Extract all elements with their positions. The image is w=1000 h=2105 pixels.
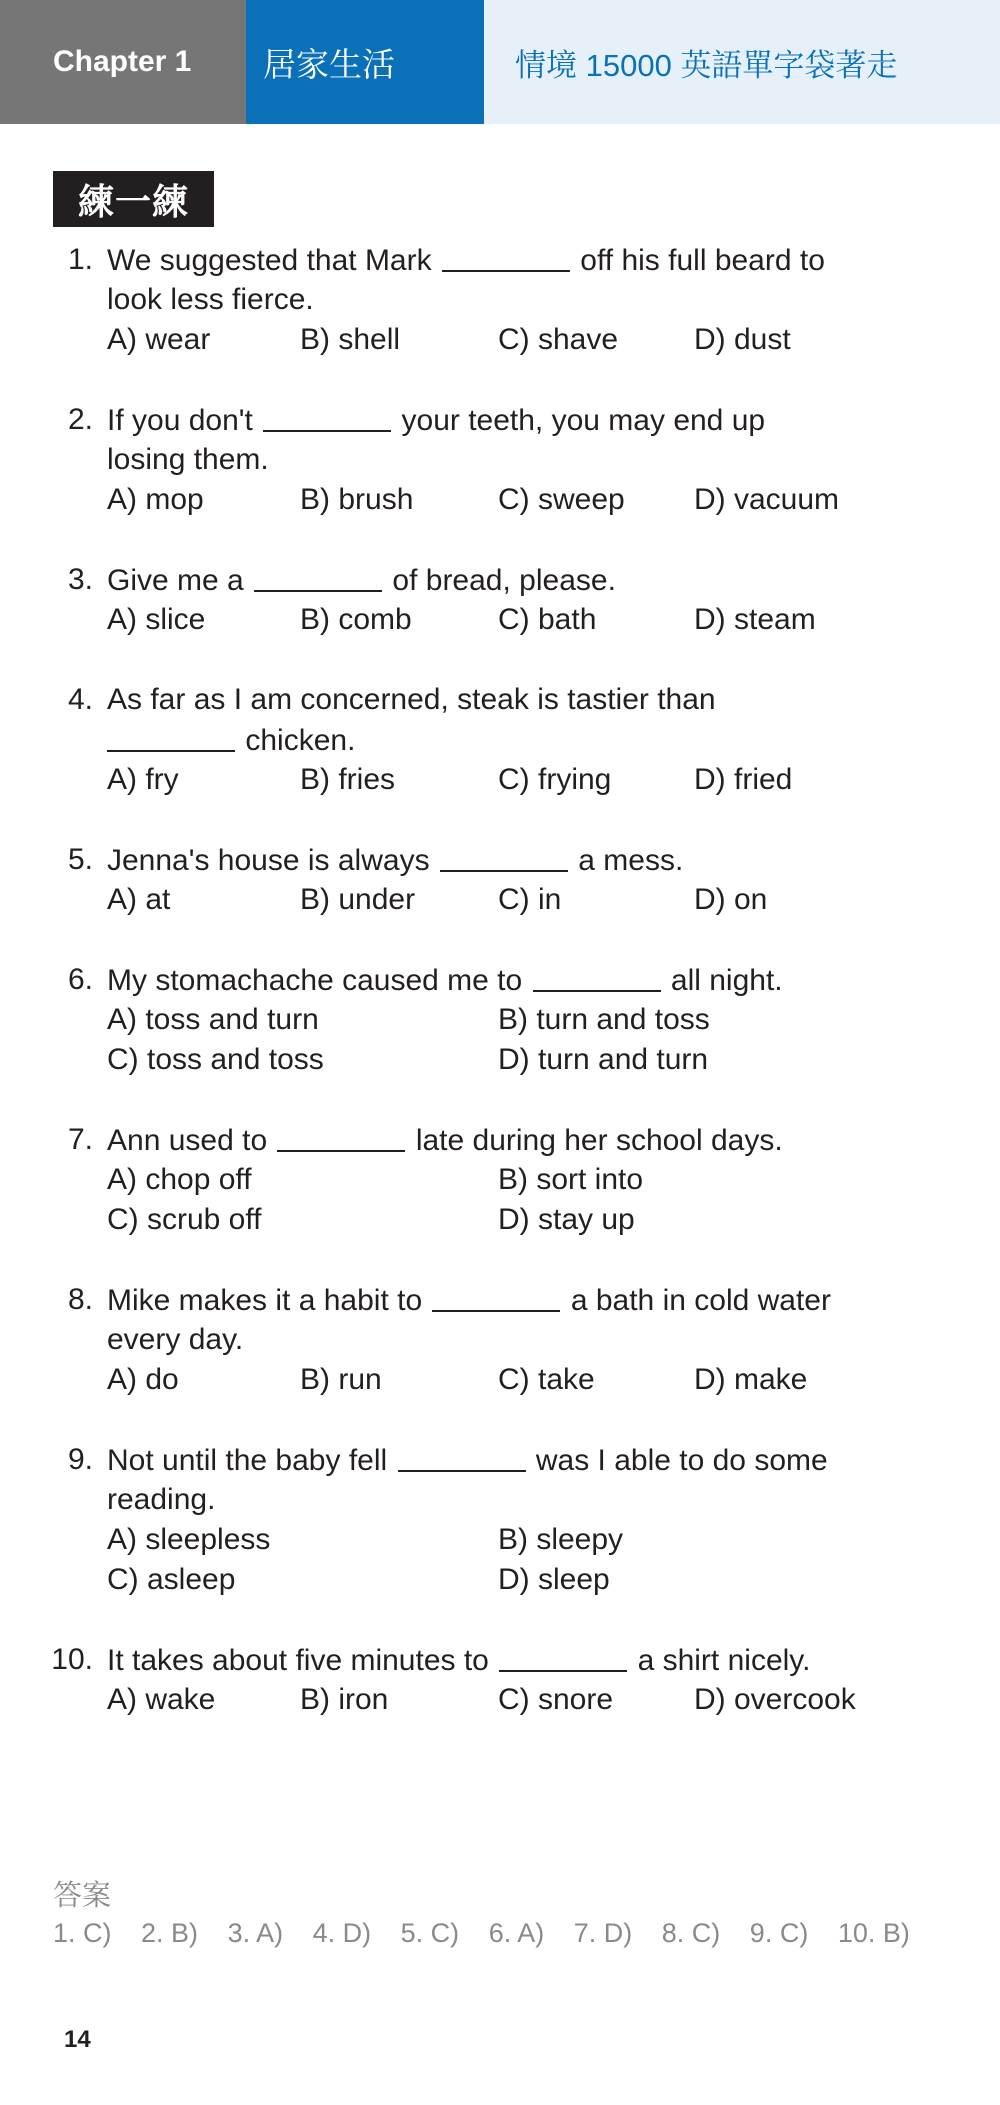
question-1	[0, 240, 1000, 360]
answer-item: 9. C)	[749, 1918, 809, 1948]
question-text: of bread, please.	[392, 564, 616, 597]
chapter-label: Chapter 1	[0, 0, 246, 124]
answer-item: 4. D)	[312, 1918, 372, 1948]
question-text: a shirt nicely.	[637, 1644, 811, 1677]
answer-blank	[107, 722, 235, 752]
question-text-continued: look less fierce.	[107, 283, 314, 316]
question-text-continued: losing them.	[107, 443, 269, 476]
answer-item: 2. B)	[141, 1918, 199, 1948]
question-number: 5.	[67, 843, 93, 876]
option-c: C) bath	[498, 603, 597, 636]
section-title: 練一練	[53, 171, 214, 227]
answer-item: 3. A)	[227, 1918, 284, 1948]
option-d: D) sleep	[498, 1563, 610, 1596]
question-10	[0, 1640, 1000, 1720]
question-6	[0, 960, 1000, 1080]
question-list	[0, 240, 1000, 1760]
question-text-continued: every day.	[107, 1323, 244, 1356]
option-b: B) shell	[300, 323, 401, 356]
question-text: all night.	[670, 964, 783, 997]
option-a: A) wear	[107, 323, 211, 356]
option-a: A) mop	[107, 483, 204, 516]
option-c: C) shave	[498, 323, 619, 356]
answer-blank	[398, 1442, 526, 1472]
question-number: 7.	[67, 1123, 93, 1156]
option-d: D) vacuum	[694, 483, 840, 516]
option-c: C) snore	[498, 1683, 614, 1716]
option-b: B) iron	[300, 1683, 389, 1716]
option-b: B) under	[300, 883, 416, 916]
option-b: B) fries	[300, 763, 396, 796]
option-a: A) at	[107, 883, 171, 916]
option-d: D) on	[694, 883, 768, 916]
question-text: Not until the baby fell	[107, 1444, 388, 1477]
option-a: A) do	[107, 1363, 179, 1396]
question-number: 1.	[67, 243, 93, 276]
question-number: 10.	[51, 1643, 93, 1676]
question-text: Mike makes it a habit to	[107, 1284, 423, 1317]
question-text: Ann used to	[107, 1124, 268, 1157]
answer-item: 1. C)	[53, 1918, 112, 1948]
question-7	[0, 1120, 1000, 1240]
question-text: a bath in cold water	[570, 1284, 831, 1317]
page-number: 14	[64, 2026, 91, 2053]
option-d: D) turn and turn	[498, 1043, 709, 1076]
answer-blank	[432, 1282, 560, 1312]
answer-item: 5. C)	[400, 1918, 460, 1948]
answer-item: 7. D)	[573, 1918, 633, 1948]
chapter-topic: 居家生活	[246, 0, 484, 124]
option-a: A) chop off	[107, 1163, 252, 1196]
option-b: B) sort into	[498, 1163, 644, 1196]
question-text: We suggested that Mark	[107, 244, 432, 277]
question-text: It takes about five minutes to	[107, 1644, 489, 1677]
option-d: D) fried	[694, 763, 793, 796]
question-2	[0, 400, 1000, 520]
option-c: C) take	[498, 1363, 595, 1396]
question-text-continued: reading.	[107, 1483, 216, 1516]
option-a: A) wake	[107, 1683, 216, 1716]
option-c: C) scrub off	[107, 1203, 262, 1236]
question-text: late during her school days.	[415, 1124, 783, 1157]
answer-blank	[254, 562, 382, 592]
option-b: B) sleepy	[498, 1523, 624, 1556]
question-5	[0, 840, 1000, 920]
option-c: C) asleep	[107, 1563, 236, 1596]
option-c: C) sweep	[498, 483, 625, 516]
option-d: D) stay up	[498, 1203, 635, 1236]
answer-blank	[263, 402, 391, 432]
question-text: Give me a	[107, 564, 244, 597]
option-b: B) run	[300, 1363, 382, 1396]
option-b: B) comb	[300, 603, 412, 636]
question-text: If you don't	[107, 404, 253, 437]
question-9	[0, 1440, 1000, 1600]
option-c: C) toss and toss	[107, 1043, 324, 1076]
question-text: Jenna's house is always	[107, 844, 430, 877]
option-d: D) steam	[694, 603, 816, 636]
option-b: B) turn and toss	[498, 1003, 710, 1036]
answers-label: 答案	[53, 1880, 112, 1912]
answer-item: 6. A)	[488, 1918, 545, 1948]
option-a: A) fry	[107, 763, 179, 796]
question-8	[0, 1280, 1000, 1400]
question-text: was I able to do some	[535, 1444, 828, 1477]
question-number: 9.	[67, 1443, 93, 1476]
option-d: D) make	[694, 1363, 808, 1396]
answer-blank	[499, 1642, 627, 1672]
option-d: D) dust	[694, 323, 791, 356]
question-3	[0, 560, 1000, 640]
question-text: your teeth, you may end up	[401, 404, 766, 437]
question-text: a mess.	[578, 844, 684, 877]
question-number: 2.	[67, 403, 93, 436]
option-b: B) brush	[300, 483, 414, 516]
question-number: 3.	[67, 563, 93, 596]
book-title: 情境 15000 英語單字袋著走	[484, 0, 1000, 124]
page-header	[0, 0, 1000, 124]
answer-blank	[533, 962, 661, 992]
option-c: C) frying	[498, 763, 612, 796]
answer-item: 8. C)	[661, 1918, 721, 1948]
answer-blank	[277, 1122, 405, 1152]
option-a: A) toss and turn	[107, 1003, 319, 1036]
question-number: 8.	[67, 1283, 93, 1316]
question-text: off his full beard to	[580, 244, 825, 277]
question-number: 6.	[67, 963, 93, 996]
option-a: A) sleepless	[107, 1523, 271, 1556]
option-c: C) in	[498, 883, 562, 916]
answer-blank	[440, 842, 568, 872]
answer-item: 10. B)	[837, 1918, 910, 1948]
question-text: As far as I am concerned, steak is tastier than	[107, 683, 716, 716]
question-text: My stomachache caused me to	[107, 964, 523, 997]
option-d: D) overcook	[694, 1683, 856, 1716]
option-a: A) slice	[107, 603, 206, 636]
question-4	[0, 680, 1000, 800]
question-text-continued: chicken.	[245, 724, 356, 757]
question-number: 4.	[67, 683, 93, 716]
answer-blank	[442, 242, 570, 272]
answer-key	[53, 1918, 932, 1949]
